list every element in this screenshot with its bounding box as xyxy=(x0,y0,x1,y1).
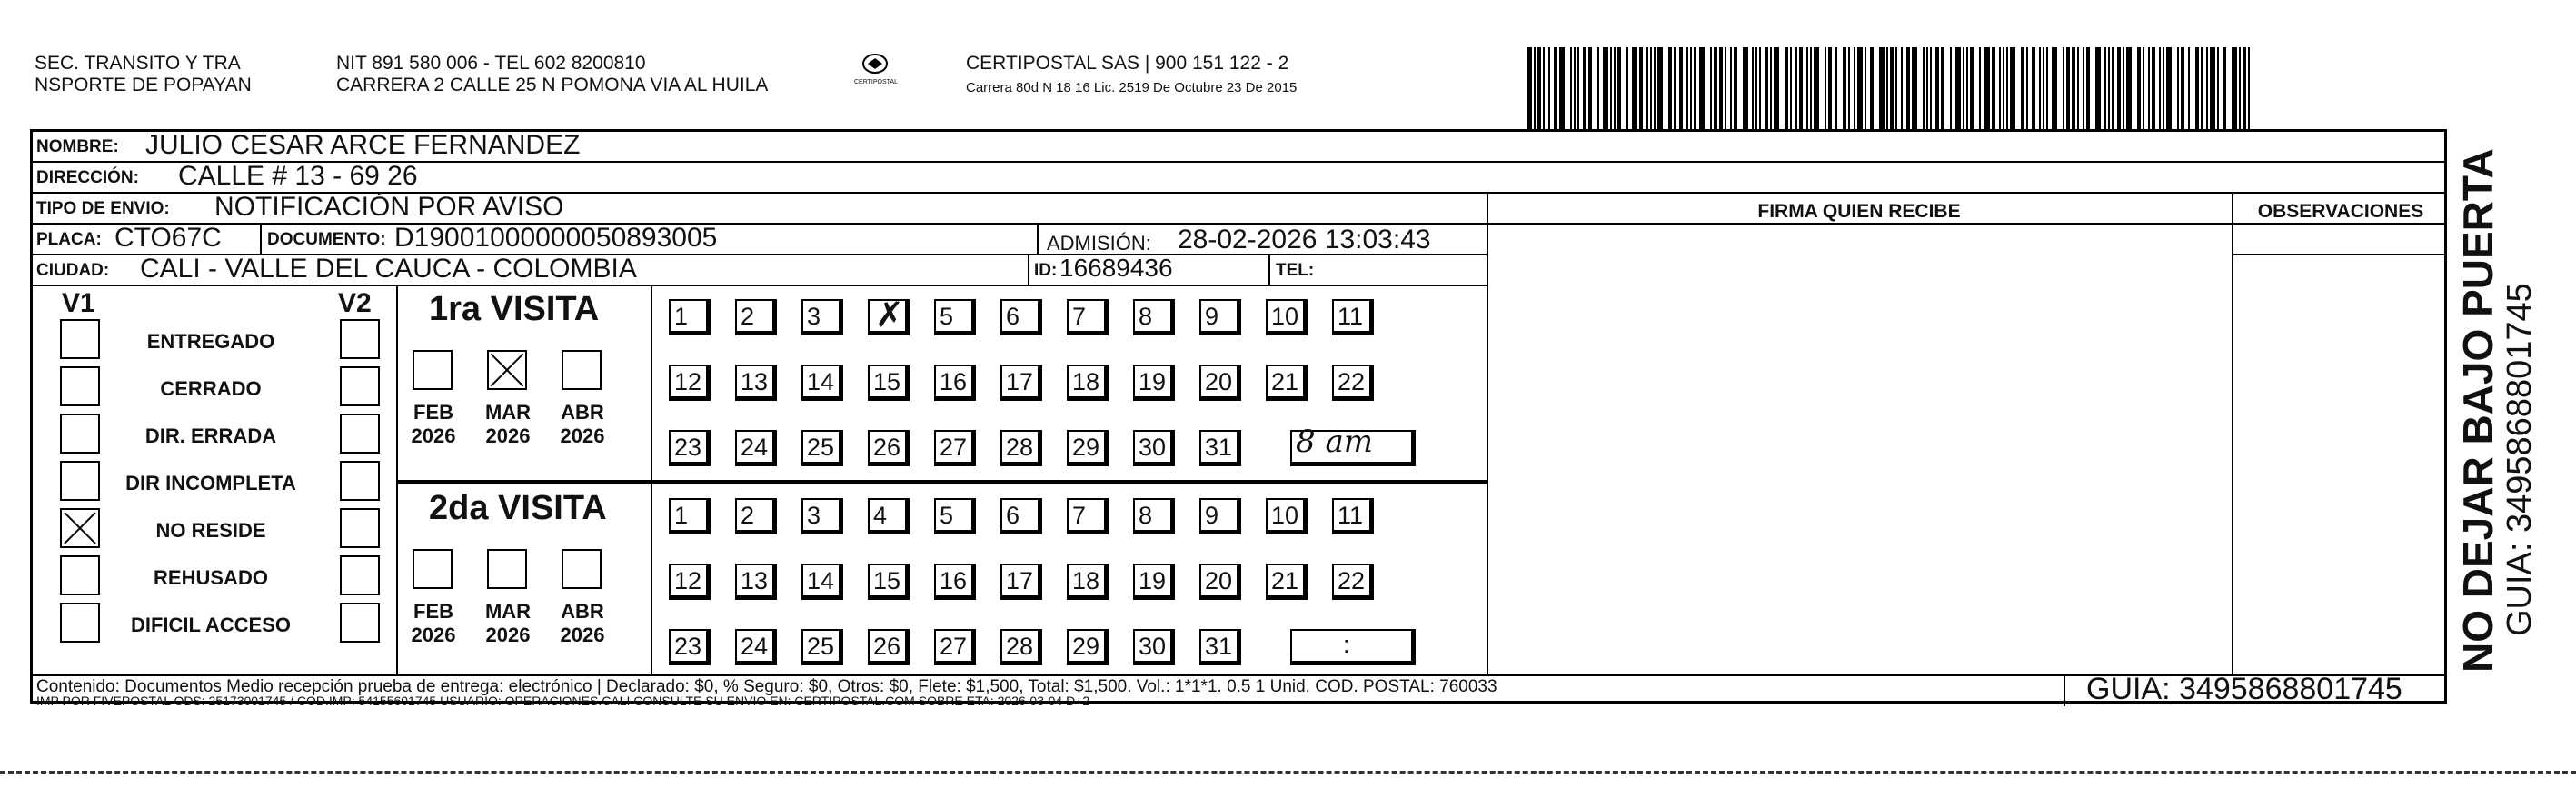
day-box[interactable]: 18 xyxy=(1067,365,1109,401)
day-box[interactable]: 2 xyxy=(735,498,777,534)
barcode-bar xyxy=(1719,47,1723,129)
barcode-bar xyxy=(1895,47,1897,129)
barcode-bar xyxy=(1559,47,1565,129)
day-box[interactable]: 13 xyxy=(735,365,777,401)
footer-print-info: IMP POR FIVEPOSTAL ODS: 25173001745 / COD.IMP: 54155601745 USUARIO: OPERACIONES.CALI CONSULTE SU ENVIO EN: CERTIPOSTAL.COM SOBRE ETA: 2026-03-04 D+2 xyxy=(36,694,1090,708)
barcode-bar xyxy=(1603,47,1608,129)
day-box[interactable]: 17 xyxy=(1000,564,1042,600)
barcode-bar xyxy=(1890,47,1894,129)
day-box[interactable]: 15 xyxy=(868,365,910,401)
barcode-bar xyxy=(1543,47,1545,129)
day-box[interactable]: 20 xyxy=(1199,365,1241,401)
barcode-bar xyxy=(1966,47,1968,129)
day-box[interactable]: 9 xyxy=(1199,498,1241,534)
barcode-bar xyxy=(2112,47,2114,129)
barcode-bar xyxy=(1752,47,1754,129)
delivery-form xyxy=(30,129,2447,708)
barcode-bar xyxy=(1725,47,1726,129)
barcode-bar xyxy=(1795,47,1797,129)
barcode-bar xyxy=(2026,47,2028,129)
day-box[interactable]: 5 xyxy=(934,498,976,534)
barcode-bar xyxy=(2095,47,2101,129)
status-label: ENTREGADO xyxy=(146,330,275,353)
barcode-bar xyxy=(1583,47,1586,129)
time-value: : xyxy=(1343,631,1350,658)
barcode-bar xyxy=(2223,47,2226,129)
barcode-bar xyxy=(1632,47,1637,129)
barcode-bar xyxy=(1690,47,1692,129)
barcode-bar xyxy=(1614,47,1616,129)
barcode-bar xyxy=(2159,47,2161,129)
company-name: CERTIPOSTAL SAS | 900 151 122 - 2 xyxy=(966,53,1289,74)
barcode-bar xyxy=(2039,47,2041,129)
day-box[interactable]: 24 xyxy=(735,430,777,466)
observaciones-header: OBSERVACIONES xyxy=(2257,201,2424,222)
side-warning: NO DEJAR BAJO PUERTA xyxy=(2454,148,2501,673)
barcode-bar xyxy=(1970,47,1974,129)
status-v2-checkbox[interactable] xyxy=(340,555,380,595)
status-v1-checkbox[interactable] xyxy=(60,555,100,595)
month-label xyxy=(476,401,540,448)
barcode-bar xyxy=(1806,47,1808,129)
tipo-envio-label: TIPO DE ENVIO: xyxy=(36,199,170,218)
day-box[interactable]: 22 xyxy=(1332,564,1374,600)
barcode-bar xyxy=(1992,47,1995,129)
barcode-bar xyxy=(2104,47,2106,129)
month-label xyxy=(402,600,465,647)
month-year: 2026 xyxy=(411,624,456,646)
barcode-bar xyxy=(1865,47,1866,129)
barcode-bar xyxy=(1554,47,1557,129)
status-v2-checkbox[interactable] xyxy=(340,319,380,359)
barcode-bar xyxy=(1679,47,1683,129)
direccion-label: DIRECCIÓN: xyxy=(36,168,139,187)
barcode-bar xyxy=(1674,47,1676,129)
barcode-bar xyxy=(1657,47,1663,129)
day-box[interactable]: 13 xyxy=(735,564,777,600)
barcode-bar xyxy=(2003,47,2004,129)
month-checkbox[interactable] xyxy=(413,350,453,390)
ciudad-value: CALI - VALLE DEL CAUCA - COLOMBIA xyxy=(140,254,637,284)
status-label: DIR. ERRADA xyxy=(144,424,277,447)
barcode-bar xyxy=(2137,47,2141,129)
signature-area[interactable] xyxy=(1490,286,2230,673)
barcode-bar xyxy=(1759,47,1761,129)
day-box[interactable]: 23 xyxy=(669,629,711,665)
day-box[interactable]: 11 xyxy=(1332,299,1374,335)
month-label xyxy=(551,600,614,647)
day-box[interactable]: 7 xyxy=(1067,299,1109,335)
month-name: FEB xyxy=(413,600,453,623)
day-box[interactable]: 5 xyxy=(934,299,976,335)
day-box[interactable]: 27 xyxy=(934,629,976,665)
barcode-bar xyxy=(2072,47,2075,129)
status-v2-checkbox[interactable] xyxy=(340,366,380,406)
documento-value: D19001000000050893005 xyxy=(394,223,718,253)
barcode-bar xyxy=(1714,47,1717,129)
month-checkbox[interactable] xyxy=(562,350,602,390)
day-box[interactable]: 9 xyxy=(1199,299,1241,335)
admision-value: 28-02-2026 13:03:43 xyxy=(1178,225,1431,255)
day-box[interactable]: 22 xyxy=(1332,365,1374,401)
day-box[interactable]: 28 xyxy=(1000,430,1042,466)
visit-title: 2da VISITA xyxy=(429,489,607,527)
month-checkbox[interactable] xyxy=(562,549,602,589)
status-v1-checkbox[interactable] xyxy=(60,319,100,359)
barcode-bar xyxy=(1843,47,1846,129)
barcode-bar xyxy=(2143,47,2144,129)
month-label xyxy=(551,401,614,448)
barcode-bar xyxy=(2032,47,2035,129)
barcode-bar xyxy=(1686,47,1688,129)
day-box[interactable]: 15 xyxy=(868,564,910,600)
observations-area[interactable] xyxy=(2235,286,2442,673)
barcode-bar xyxy=(1730,47,1732,129)
barcode-bar xyxy=(1785,47,1788,129)
barcode-bar xyxy=(2021,47,2024,129)
barcode-bar xyxy=(1828,47,1832,129)
barcode-bar xyxy=(2123,47,2124,129)
status-v1-checkbox[interactable] xyxy=(60,508,100,548)
day-box[interactable]: 26 xyxy=(868,430,910,466)
barcode-bar xyxy=(2163,47,2164,129)
nombre-label: NOMBRE: xyxy=(36,137,119,156)
cut-line xyxy=(0,771,2576,774)
barcode-bar xyxy=(1955,47,1961,129)
month-name: MAR xyxy=(484,401,532,424)
barcode-bar xyxy=(1810,47,1812,129)
day-box[interactable]: 3 xyxy=(801,299,843,335)
visit-first xyxy=(396,285,1487,480)
footer-content: Contenido: Documentos Medio recepción prueba de entrega: electrónico | Declarado: $0, % Seguro: $0, Otros: $0, Flete: $1,500, Total: $1,500. Vol.: 1*1*1. 0.5 1 Unid. COD. POSTAL: 760033 xyxy=(36,677,1497,696)
barcode-bar xyxy=(1835,47,1837,129)
day-box[interactable]: 17 xyxy=(1000,365,1042,401)
barcode-bar xyxy=(2046,47,2048,129)
barcode-bar xyxy=(1879,47,1885,129)
month-label xyxy=(402,401,465,448)
status-v1-checkbox[interactable] xyxy=(60,414,100,454)
month-year: 2026 xyxy=(411,424,456,447)
day-box[interactable]: 25 xyxy=(801,629,843,665)
barcode-bar xyxy=(2010,47,2015,129)
barcode-bar xyxy=(1710,47,1712,129)
month-year: 2026 xyxy=(485,424,531,447)
barcode-bar xyxy=(2188,47,2190,129)
time-box[interactable] xyxy=(1290,629,1416,665)
barcode-bar xyxy=(1870,47,1874,129)
v1-label: V1 xyxy=(62,288,95,318)
month-year: 2026 xyxy=(560,424,605,447)
month-checkbox[interactable] xyxy=(487,350,527,390)
barcode-bar xyxy=(2201,47,2203,129)
barcode-bar xyxy=(1912,47,1917,129)
barcode-bar xyxy=(2043,47,2044,129)
barcode-bar xyxy=(1654,47,1656,129)
day-box[interactable]: 10 xyxy=(1266,299,1308,335)
barcode-bar xyxy=(1774,47,1779,129)
month-year: 2026 xyxy=(560,624,605,646)
day-box[interactable]: 24 xyxy=(735,629,777,665)
barcode-bar xyxy=(1886,47,1888,129)
status-label: DIFICIL ACCESO xyxy=(130,614,291,636)
barcode-bar xyxy=(1755,47,1757,129)
status-v2-checkbox[interactable] xyxy=(340,461,380,501)
month-year: 2026 xyxy=(485,624,531,646)
barcode-bar xyxy=(1941,47,1944,129)
barcode-bar xyxy=(1799,47,1803,129)
day-box[interactable]: 7 xyxy=(1067,498,1109,534)
status-label: REHUSADO xyxy=(154,566,268,589)
guia-number: GUIA: 3495868801745 xyxy=(2086,672,2402,706)
day-box[interactable]: 29 xyxy=(1067,629,1109,665)
status-v1-checkbox[interactable] xyxy=(60,603,100,643)
day-box[interactable]: 16 xyxy=(934,365,976,401)
status-label: NO RESIDE xyxy=(155,519,266,542)
day-box[interactable]: 4 xyxy=(868,498,910,534)
day-box[interactable]: 19 xyxy=(1133,564,1175,600)
barcode-bar xyxy=(1935,47,1939,129)
day-box[interactable]: 12 xyxy=(669,365,711,401)
day-box[interactable]: 20 xyxy=(1199,564,1241,600)
day-box[interactable]: 14 xyxy=(801,365,843,401)
barcode-bar xyxy=(2152,47,2155,129)
barcode-bar xyxy=(1979,47,1981,129)
barcode-bar xyxy=(1548,47,1550,129)
admision-label: ADMISIÓN: xyxy=(1047,232,1151,255)
month-name: FEB xyxy=(413,401,453,424)
barcode-bar xyxy=(1694,47,1696,129)
barcode-bar xyxy=(1570,47,1572,129)
barcode-bar xyxy=(2232,47,2237,129)
barcode-bar xyxy=(2243,47,2246,129)
barcode-bar xyxy=(2181,47,2184,129)
barcode-bar xyxy=(2083,47,2084,129)
barcode-bar xyxy=(1790,47,1792,129)
barcode-bar xyxy=(1577,47,1579,129)
barcode-bar xyxy=(1857,47,1863,129)
barcode-bar xyxy=(2077,47,2079,129)
day-box[interactable]: 31 xyxy=(1199,430,1241,466)
day-box[interactable]: 18 xyxy=(1067,564,1109,600)
barcode-bar xyxy=(1814,47,1819,129)
barcode-bar xyxy=(1668,47,1672,129)
day-box[interactable]: 21 xyxy=(1266,365,1308,401)
barcode-bar xyxy=(1743,47,1748,129)
barcode-bar xyxy=(1646,47,1648,129)
barcode-bar xyxy=(1537,47,1541,129)
barcode-bar xyxy=(1588,47,1592,129)
barcode-bar xyxy=(2206,47,2208,129)
sender-address: CARRERA 2 CALLE 25 N POMONA VIA AL HUILA xyxy=(336,75,769,95)
barcode-bar xyxy=(2126,47,2132,129)
day-box[interactable] xyxy=(868,299,910,335)
barcode xyxy=(1527,47,2263,129)
id-value: 16689436 xyxy=(1059,254,1173,282)
status-label: CERRADO xyxy=(160,377,262,400)
barcode-bar xyxy=(1999,47,2001,129)
barcode-bar xyxy=(1930,47,1932,129)
status-v2-checkbox[interactable] xyxy=(340,603,380,643)
day-box[interactable]: 21 xyxy=(1266,564,1308,600)
month-checkbox[interactable] xyxy=(413,549,453,589)
day-box[interactable]: 6 xyxy=(1000,498,1042,534)
barcode-bar xyxy=(1984,47,1990,129)
barcode-bar xyxy=(1574,47,1576,129)
day-box[interactable]: 19 xyxy=(1133,365,1175,401)
barcode-bar xyxy=(1950,47,1952,129)
barcode-bar xyxy=(1923,47,1925,129)
time-box[interactable] xyxy=(1290,424,1416,466)
day-box[interactable]: 30 xyxy=(1133,430,1175,466)
barcode-bar xyxy=(2006,47,2008,129)
barcode-bar xyxy=(2052,47,2057,129)
placa-value: CTO67C xyxy=(114,223,222,253)
barcode-bar xyxy=(1770,47,1772,129)
month-label xyxy=(476,600,540,647)
company-logo xyxy=(854,53,896,93)
barcode-bar xyxy=(1854,47,1855,129)
day-box[interactable]: 29 xyxy=(1067,430,1109,466)
tipo-envio-value: NOTIFICACIÓN POR AVISO xyxy=(214,192,564,222)
nombre-value: JULIO CESAR ARCE FERNANDEZ xyxy=(145,130,581,160)
documento-label: DOCUMENTO: xyxy=(267,230,386,249)
day-box[interactable]: 8 xyxy=(1133,498,1175,534)
v2-label: V2 xyxy=(338,288,372,318)
month-name: MAR xyxy=(484,600,532,623)
placa-label: PLACA: xyxy=(36,230,102,249)
day-box[interactable]: 10 xyxy=(1266,498,1308,534)
day-box[interactable]: 26 xyxy=(868,629,910,665)
barcode-bar xyxy=(2217,47,2219,129)
barcode-bar xyxy=(1617,47,1621,129)
day-box[interactable]: 1 xyxy=(669,299,711,335)
barcode-bar xyxy=(1639,47,1643,129)
barcode-bar xyxy=(1825,47,1826,129)
barcode-bar xyxy=(2108,47,2110,129)
day-box[interactable]: 31 xyxy=(1199,629,1241,665)
barcode-bar xyxy=(2195,47,2199,129)
day-box[interactable]: 12 xyxy=(669,564,711,600)
barcode-bar xyxy=(2239,47,2241,129)
month-name: ABR xyxy=(561,401,604,424)
barcode-bar xyxy=(1527,47,1532,129)
day-box[interactable]: 2 xyxy=(735,299,777,335)
company-license: Carrera 80d N 18 16 Lic. 2519 De Octubre 23 De 2015 xyxy=(966,80,1298,95)
tel-label: TEL: xyxy=(1276,261,1315,280)
sender-name-line2: NSPORTE DE POPAYAN xyxy=(35,75,252,95)
side-guia: GUIA: 3495868801745 xyxy=(2501,283,2539,636)
status-block xyxy=(33,285,396,674)
barcode-bar xyxy=(1848,47,1850,129)
barcode-bar xyxy=(1901,47,1903,129)
barcode-bar xyxy=(1650,47,1652,129)
barcode-bar xyxy=(1906,47,1910,129)
barcode-bar xyxy=(2117,47,2121,129)
barcode-bar xyxy=(2086,47,2090,129)
barcode-bar xyxy=(1765,47,1768,129)
barcode-bar xyxy=(1534,47,1536,129)
barcode-bar xyxy=(1963,47,1964,129)
day-box[interactable]: 8 xyxy=(1133,299,1175,335)
barcode-bar xyxy=(2066,47,2070,129)
day-box[interactable]: 3 xyxy=(801,498,843,534)
month-name: ABR xyxy=(561,600,604,623)
logo-text: CERTIPOSTAL xyxy=(854,79,898,85)
sender-nit: NIT 891 580 006 - TEL 602 8200810 xyxy=(336,53,646,74)
status-v1-checkbox[interactable] xyxy=(60,461,100,501)
status-v1-checkbox[interactable] xyxy=(60,366,100,406)
barcode-bar xyxy=(2166,47,2172,129)
barcode-bar xyxy=(2177,47,2179,129)
sender-name-line1: SEC. TRANSITO Y TRA xyxy=(35,53,241,74)
barcode-bar xyxy=(2063,47,2064,129)
barcode-bar xyxy=(1734,47,1737,129)
barcode-bar xyxy=(1626,47,1628,129)
day-box[interactable]: 6 xyxy=(1000,299,1042,335)
direccion-value: CALLE # 13 - 69 26 xyxy=(178,161,418,191)
barcode-bar xyxy=(1610,47,1612,129)
barcode-bar xyxy=(1597,47,1599,129)
day-box[interactable]: 28 xyxy=(1000,629,1042,665)
day-box[interactable]: 30 xyxy=(1133,629,1175,665)
status-v2-checkbox[interactable] xyxy=(340,508,380,548)
day-box[interactable]: 23 xyxy=(669,430,711,466)
visit-title: 1ra VISITA xyxy=(429,290,600,328)
day-box[interactable]: 27 xyxy=(934,430,976,466)
time-value: 8 am xyxy=(1296,424,1373,460)
day-box[interactable]: 11 xyxy=(1332,498,1374,534)
day-box[interactable]: 14 xyxy=(801,564,843,600)
status-label: DIR INCOMPLETA xyxy=(125,472,296,494)
barcode-bar xyxy=(2148,47,2150,129)
status-v2-checkbox[interactable] xyxy=(340,414,380,454)
barcode-bar xyxy=(1926,47,1928,129)
firma-header: FIRMA QUIEN RECIBE xyxy=(1757,201,1961,222)
barcode-bar xyxy=(2248,47,2250,129)
barcode-bar xyxy=(2210,47,2215,129)
id-label: ID: xyxy=(1034,261,1058,280)
day-box[interactable]: 1 xyxy=(669,498,711,534)
month-checkbox[interactable] xyxy=(487,549,527,589)
logo-icon xyxy=(861,53,889,75)
barcode-bar xyxy=(1699,47,1705,129)
ciudad-label: CIUDAD: xyxy=(36,261,110,280)
day-box[interactable]: 25 xyxy=(801,430,843,466)
day-box[interactable]: 16 xyxy=(934,564,976,600)
visit-second xyxy=(396,484,1487,674)
